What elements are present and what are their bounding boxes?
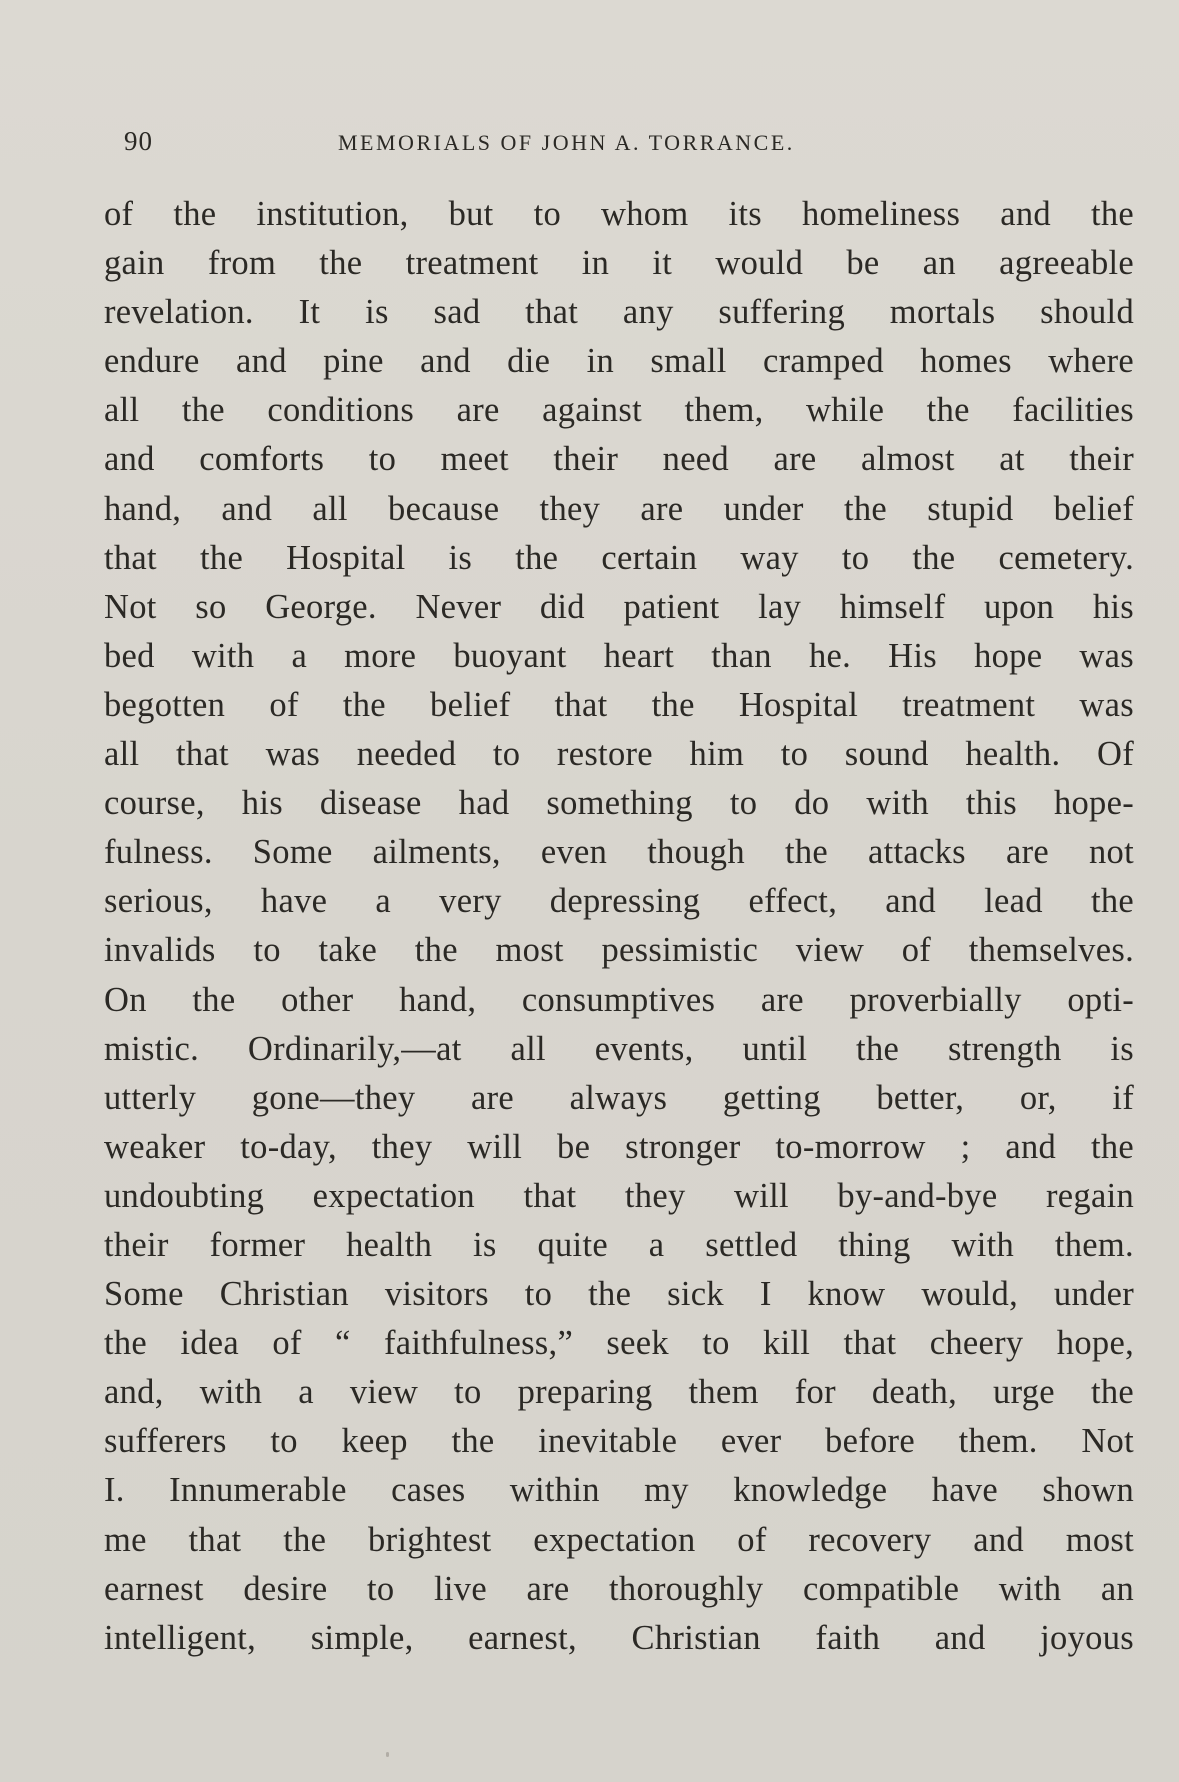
text-line: sufferers to keep the inevitable ever before them. Not [104, 1422, 1134, 1461]
running-title: MEMORIALS OF JOHN A. TORRANCE. [338, 130, 795, 155]
text-line: Not so George. Never did patient lay himself upon his [104, 587, 1134, 626]
text-line: revelation. It is sad that any suffering mortals should [104, 293, 1134, 332]
text-line: all that was needed to restore him to sound health. Of [104, 735, 1134, 774]
text-line: utterly gone—they are always getting better, or, if [104, 1078, 1134, 1117]
text-line: of the institution, but to whom its homeliness and the [104, 195, 1134, 233]
text-line: hand, and all because they are under the stupid belief [104, 489, 1134, 528]
text-line: and, with a view to preparing them for death, urge the [104, 1373, 1134, 1412]
text-line: bed with a more buoyant heart than he. His hope was [104, 636, 1134, 675]
text-line: all the conditions are against them, while the facilities [104, 391, 1134, 430]
text-line: undoubting expectation that they will by-and-bye regain [104, 1176, 1134, 1215]
text-line: begotten of the belief that the Hospital treatment was [104, 685, 1134, 724]
body-text [104, 190, 1134, 1663]
text-line: the idea of “ faithfulness,” seek to kill that cheery hope, [104, 1324, 1134, 1363]
text-line: their former health is quite a settled thing with them. [104, 1225, 1134, 1264]
text-line: me that the brightest expectation of recovery and most [104, 1520, 1134, 1559]
text-line: mistic. Ordinarily,—at all events, until the strength is [104, 1029, 1134, 1068]
text-line: earnest desire to live are thoroughly compatible with an [104, 1569, 1134, 1608]
page-header [124, 126, 1130, 166]
page-number: 90 [124, 126, 153, 156]
text-line: weaker to-day, they will be stronger to-morrow ; and the [104, 1127, 1134, 1166]
text-line: that the Hospital is the certain way to the cemetery. [104, 538, 1134, 577]
text-line: On the other hand, consumptives are proverbially opti- [104, 980, 1134, 1019]
text-line: endure and pine and die in small cramped homes where [104, 342, 1134, 381]
paper-speck [386, 1752, 389, 1757]
text-line: Some Christian visitors to the sick I know would, under [104, 1275, 1134, 1314]
text-line: fulness. Some ailments, even though the attacks are not [104, 833, 1134, 872]
text-line: intelligent, simple, earnest, Christian faith and joyous [104, 1618, 1134, 1657]
text-line: course, his disease had something to do with this hope- [104, 784, 1134, 823]
text-line: and comforts to meet their need are almost at their [104, 440, 1134, 479]
text-line: invalids to take the most pessimistic view of themselves. [104, 931, 1134, 970]
text-line: gain from the treatment in it would be an agreeable [104, 244, 1134, 283]
text-line: I. Innumerable cases within my knowledge have shown [104, 1471, 1134, 1510]
text-line: serious, have a very depressing effect, and lead the [104, 882, 1134, 921]
